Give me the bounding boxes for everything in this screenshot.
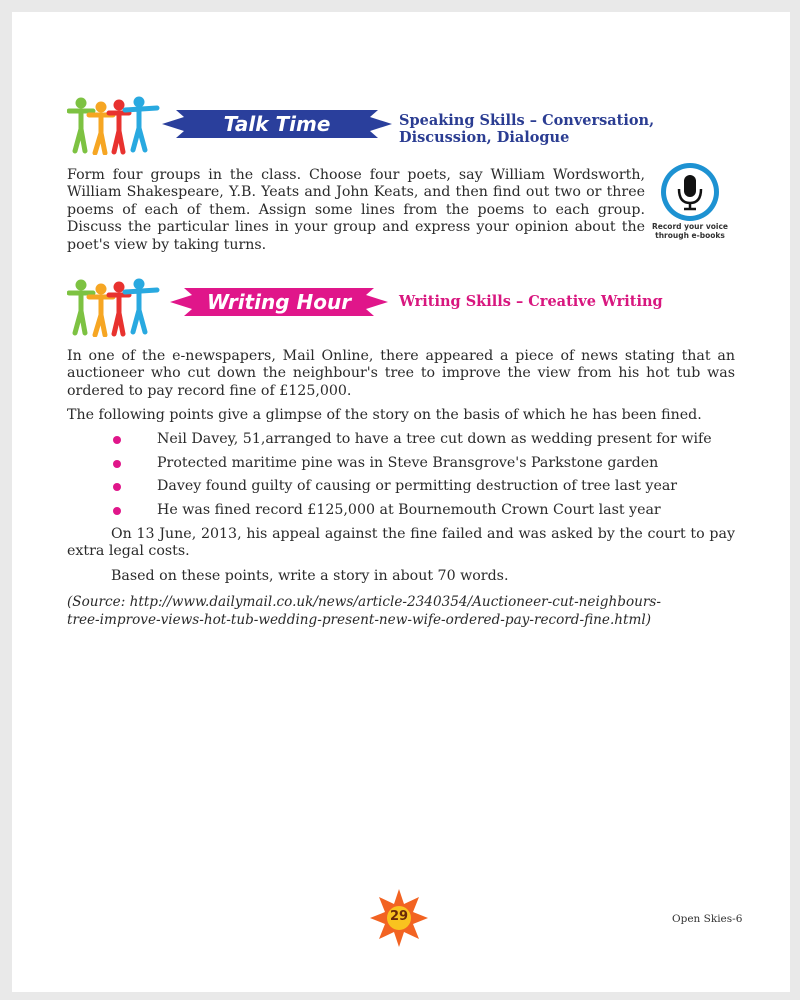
page-number: 29 xyxy=(389,909,409,924)
record-voice-label xyxy=(644,222,736,240)
source-line-2: tree-improve-views-hot-tub-wedding-present-new-wife-ordered-pay-record-fine.html) xyxy=(67,612,652,628)
talk-time-banner xyxy=(162,108,392,140)
bullet-icon xyxy=(113,483,121,491)
page-number-badge xyxy=(370,889,428,947)
speaking-skills-line-2: Discussion, Dialogue xyxy=(399,129,570,146)
list-item xyxy=(113,429,753,453)
book-title-footer: Open Skies-6 xyxy=(672,913,743,925)
source-line-1: (Source: http://www.dailymail.co.uk/news/article-2340354/Auctioneer-cut-neighbours- xyxy=(67,594,661,610)
bullet-icon xyxy=(113,460,121,468)
people-group-icon xyxy=(67,277,162,337)
point-text: He was fined record £125,000 at Bournemouth Crown Court last year xyxy=(157,501,661,518)
appeal-paragraph: On 13 June, 2013, his appeal against the fine failed and was asked by the court to pay extra legal costs. xyxy=(67,526,735,560)
talk-time-title: Talk Time xyxy=(223,112,331,136)
bullet-icon xyxy=(113,436,121,444)
point-text: Neil Davey, 51,arranged to have a tree cut down as wedding present for wife xyxy=(157,431,712,447)
record-voice-badge[interactable] xyxy=(644,162,736,240)
speaking-skills-label xyxy=(399,112,654,146)
list-item xyxy=(113,476,753,500)
list-item xyxy=(113,500,753,524)
textbook-page xyxy=(12,12,790,992)
talk-time-instructions: Form four groups in the class. Choose four poets, say William Wordsworth, William Shakespeare, Y.B. Yeats and John Keats, and then find out two or three poems of each of them. Assign some lines from the poems to each group. Discuss the particular lines in your group and express your opinion about the poet's view by taking turns. xyxy=(67,167,645,253)
record-voice-line-1: Record your voice xyxy=(652,222,728,231)
speaking-skills-line-1: Speaking Skills – Conversation, xyxy=(399,112,655,129)
list-item xyxy=(113,453,753,477)
writing-intro-paragraph: In one of the e-newspapers, Mail Online, there appeared a piece of news stating that an auctioneer who cut down the neighbour's tree to improve the view from his hot tub was ordered to pay record fine of £125,000. xyxy=(67,348,735,399)
writing-lead-sentence: The following points give a glimpse of the story on the basis of which he has been fined. xyxy=(67,407,702,423)
source-citation xyxy=(67,593,747,629)
task-instruction: Based on these points, write a story in about 70 words. xyxy=(111,568,509,584)
story-points-list xyxy=(113,429,753,523)
bullet-icon xyxy=(113,507,121,515)
writing-skills-label: Writing Skills – Creative Writing xyxy=(399,293,663,310)
people-group-icon xyxy=(67,95,162,155)
writing-hour-banner xyxy=(170,286,388,318)
record-voice-line-2: through e-books xyxy=(655,231,725,240)
writing-hour-title: Writing Hour xyxy=(206,290,352,314)
point-text: Protected maritime pine was in Steve Bransgrove's Parkstone garden xyxy=(157,454,659,471)
microphone-icon xyxy=(660,162,720,222)
point-text: Davey found guilty of causing or permitting destruction of tree last year xyxy=(157,478,678,494)
